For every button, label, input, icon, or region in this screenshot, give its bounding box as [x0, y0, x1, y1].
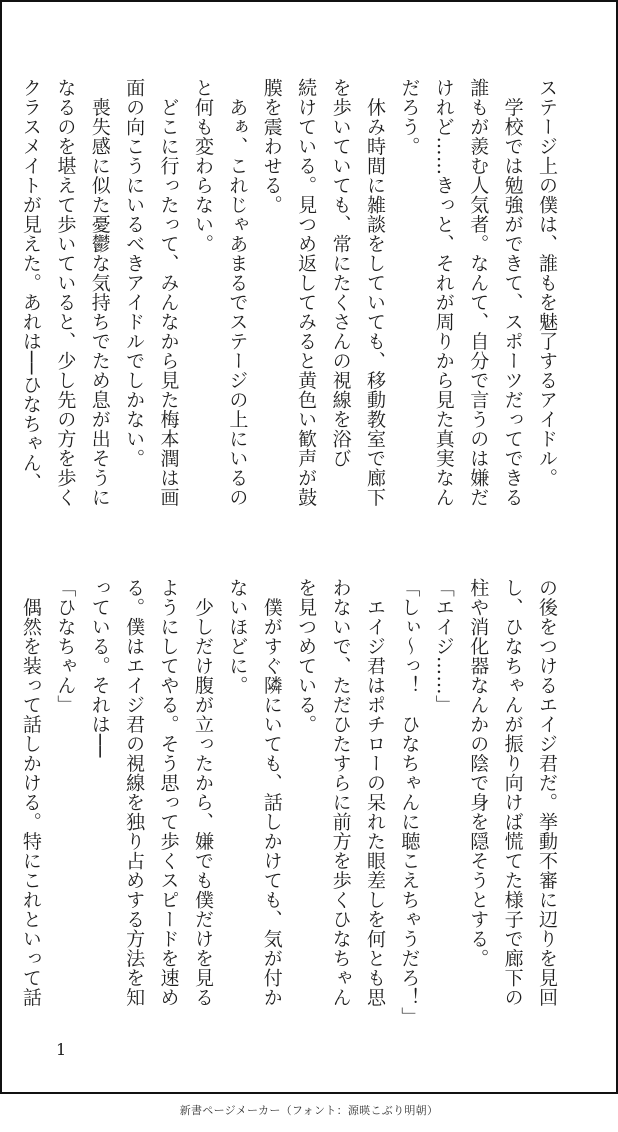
text-column: ようにしてやる。そう思って歩くスピードを速め: [157, 578, 180, 1007]
text-column: 偶然を装って話しかける。特にこれといって話: [19, 578, 42, 1007]
text-column: 「ひなちゃん」: [54, 578, 77, 715]
text-column: 僕がすぐ隣にいても、話しかけても、気が付か: [260, 578, 283, 1007]
text-column: あぁ、これじゃあまるでステージの上にいるの: [226, 78, 249, 507]
text-column: ないほどに。: [226, 578, 249, 695]
text-column: 学校では勉強ができて、スポーツだってできる: [501, 78, 524, 507]
text-column: なるのを堪えて歩いていると、少し先の方を歩く: [54, 78, 77, 507]
text-column: と何も変わらない。: [191, 78, 214, 254]
text-column: だろう。: [398, 78, 421, 156]
page-number: 1: [56, 1040, 67, 1059]
text-column: を見つめている。: [295, 578, 318, 734]
text-column: けれど……きっと、それが周りから見た真実なん: [432, 78, 455, 507]
text-column: 続けている。見つめ返してみると黄色い歓声が鼓: [295, 78, 318, 507]
text-column: を歩いていても、常にたくさんの視線を浴び: [329, 78, 352, 468]
text-column: る。僕はエイジ君の視線を独り占めする方法を知: [123, 578, 146, 1007]
text-column: わないで、ただひたすらに前方を歩くひなちゃん: [329, 578, 352, 1007]
text-column: の後をつけるエイジ君だ。挙動不審に辺りを見回: [536, 578, 558, 1007]
text-column: 少しだけ腹が立ったから、嫌でも僕だけを見る: [191, 578, 214, 1007]
footer-caption: 新書ページメーカー（フォント：源暎こぶり明朝）: [179, 1104, 439, 1117]
text-column: エイジ君はポチローの呆れた眼差しを何とも思: [363, 578, 386, 1007]
text-column: 柱や消化器なんかの陰で身を隠そうとする。: [467, 578, 490, 968]
text-column: っている。それは──: [88, 578, 111, 758]
text-column: し、ひなちゃんが振り向けば慌てた様子で廊下の: [501, 578, 524, 1007]
text-column: 膜を震わせる。: [260, 78, 283, 215]
text-column: ステージ上の僕は、誰もを魅了するアイドル。: [536, 78, 558, 488]
text-column: クラスメイトが見えた。あれは──ひなちゃん、: [19, 78, 42, 492]
text-column: 「しぃ～っ！ ひなちゃんに聴こえちゃうだろ！」: [398, 578, 421, 1027]
upper-text-block: [14, 78, 565, 548]
lower-text-block: [14, 578, 565, 1027]
text-column: 休み時間に雑談をしていても、移動教室で廊下: [363, 78, 386, 507]
text-column: 面の向こうにいるべきアイドルでしかない。: [123, 78, 146, 468]
text-column: 誰もが羨む人気者。なんて、自分で言うのは嫌だ: [467, 78, 490, 507]
text-column: 喪失感に似た憂鬱な気持ちでため息が出そうに: [88, 78, 111, 507]
text-column: どこに行ったって、みんなから見た梅本潤は画: [157, 78, 180, 507]
text-column: 「エイジ……」: [432, 578, 455, 715]
